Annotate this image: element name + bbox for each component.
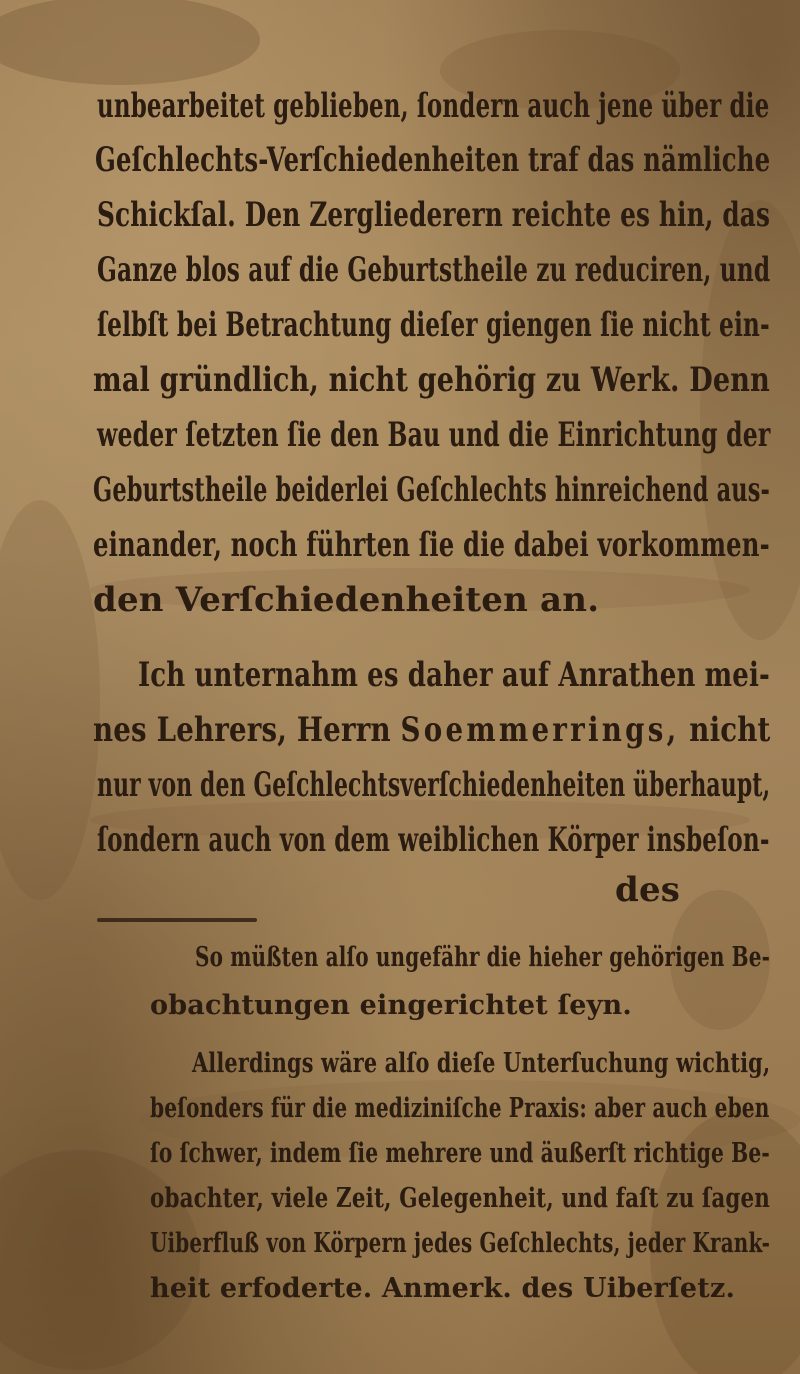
- footnote-line: Allerdings wäre alſo dieſe Unterſuchung wichtig,: [192, 1048, 771, 1079]
- text-line: Ich unternahm es daher auf Anrathen mei-: [138, 655, 770, 695]
- text-line: unbearbeitet geblieben, ſondern auch jene über die: [97, 86, 770, 126]
- text-line: den Verſchiedenheiten an.: [93, 580, 600, 620]
- catchword: des: [615, 870, 681, 910]
- text-line: weder ſetzten ſie den Bau und die Einrichtung der: [97, 415, 771, 455]
- text-line: Schickſal. Den Zergliederern reichte es hin, das: [97, 195, 771, 235]
- text-line: Geſchlechts-Verſchiedenheiten traf das nämliche: [95, 140, 771, 180]
- text-segment: nes Lehrers, Herrn: [93, 710, 391, 750]
- text-line: [93, 710, 770, 750]
- footnote-line: ſo ſchwer, indem ſie mehrere und äußerſt richtige Be-: [150, 1138, 770, 1169]
- footnote-line: beſonders für die mediziniſche Praxis: aber auch eben: [150, 1093, 770, 1124]
- text-line: nur von den Geſchlechtsverſchiedenheiten überhaupt,: [97, 765, 771, 805]
- footnote-line: So müßten alſo ungefähr die hieher gehörigen Be-: [195, 942, 771, 973]
- text-line: Ganze blos auf die Geburtstheile zu reduciren, und: [97, 250, 771, 290]
- text-segment: nicht: [689, 710, 771, 750]
- text-line: ſelbſt bei Betrachtung dieſer giengen ſie nicht ein-: [97, 305, 770, 345]
- footnote-line: obachter, viele Zeit, Gelegenheit, und faſt zu ſagen: [150, 1183, 771, 1214]
- text-line: einander, noch führten ſie die dabei vorkommen-: [93, 525, 770, 565]
- text-line: ſondern auch von dem weiblichen Körper insbeſon-: [97, 820, 770, 860]
- footnote-line: heit erfoderte. Anmerk. des Uiberſetz.: [150, 1273, 736, 1304]
- text-line: Geburtstheile beiderlei Geſchlechts hinreichend aus-: [93, 470, 770, 510]
- text-line: mal gründlich, nicht gehörig zu Werk. Denn: [93, 360, 771, 400]
- person-name: Soemmerrings,: [400, 710, 680, 750]
- footnote-divider: [97, 918, 257, 922]
- footnote-line: obachtungen eingerichtet ſeyn.: [150, 990, 632, 1021]
- footnote-line: Uiberfluß von Körpern jedes Geſchlechts, jeder Krank-: [150, 1228, 771, 1259]
